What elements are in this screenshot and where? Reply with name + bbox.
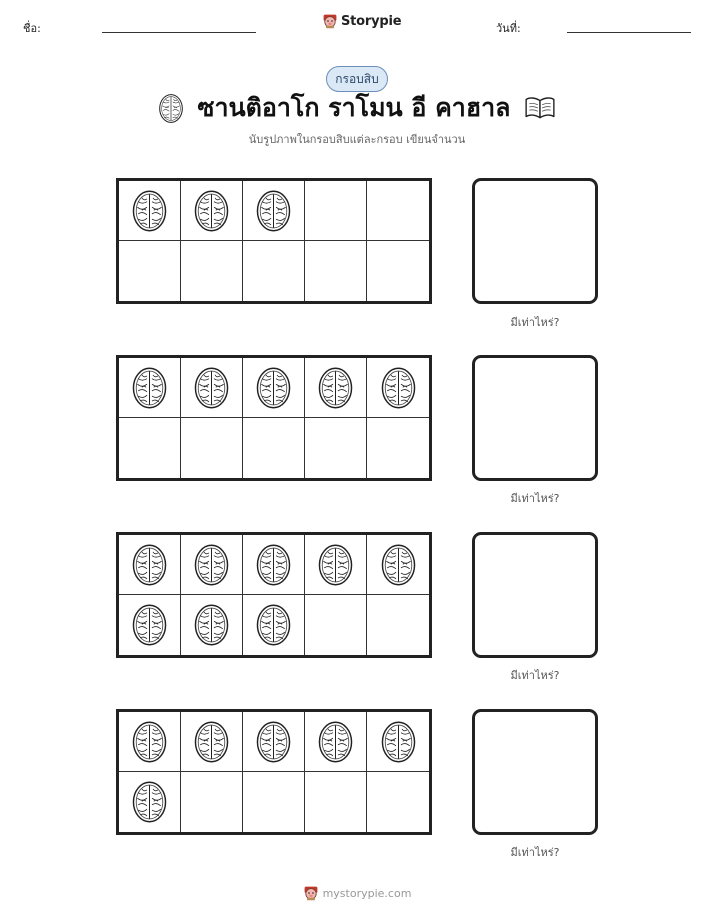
answer-box-1[interactable]: [472, 178, 598, 304]
frame-cell: [367, 535, 429, 595]
frame-cell: [181, 535, 243, 595]
frame-cell: [181, 418, 243, 478]
answer-box-3[interactable]: [472, 532, 598, 658]
brain-icon: [255, 603, 292, 647]
frame-cell: [181, 772, 243, 832]
question-label-1: มีเท่าไหร่?: [510, 316, 560, 329]
frame-cell: [243, 358, 305, 418]
brain-icon: [131, 366, 168, 410]
frame-cell: [181, 241, 243, 301]
frame-cell: [367, 358, 429, 418]
frame-cell: [119, 535, 181, 595]
frame-cell: [181, 712, 243, 772]
frame-cell: [119, 181, 181, 241]
instructions: นับรูปภาพในกรอบสิบแต่ละกรอบ เขียนจำนวน: [248, 133, 466, 146]
name-label: ชื่อ:: [23, 22, 41, 35]
ten-frame-4: [116, 709, 432, 835]
brain-icon: [255, 543, 292, 587]
brain-icon: [131, 780, 168, 824]
question-label-3: มีเท่าไหร่?: [510, 669, 560, 682]
brand-logo: [322, 13, 401, 29]
brain-icon: [380, 720, 417, 764]
storypie-mascot-icon: [322, 13, 338, 29]
frame-cell: [181, 181, 243, 241]
frame-cell: [367, 772, 429, 832]
brain-icon: [255, 366, 292, 410]
brain-icon: [380, 366, 417, 410]
title-row: [0, 88, 714, 128]
frame-cell: [243, 241, 305, 301]
frame-cell: [305, 535, 367, 595]
frame-cell: [305, 772, 367, 832]
frame-cell: [181, 358, 243, 418]
frame-cell: [119, 772, 181, 832]
brain-icon: [193, 189, 230, 233]
brain-icon: [131, 543, 168, 587]
footer: [0, 885, 714, 901]
brand-name: Storypie: [341, 13, 402, 29]
brain-icon: [380, 543, 417, 587]
question-label-4: มีเท่าไหร่?: [510, 846, 560, 859]
brain-icon: [255, 720, 292, 764]
frame-cell: [367, 181, 429, 241]
frame-cell: [119, 712, 181, 772]
name-field[interactable]: [102, 32, 256, 33]
frame-cell: [243, 535, 305, 595]
frame-cell: [305, 712, 367, 772]
frame-cell: [305, 358, 367, 418]
frame-cell: [181, 595, 243, 655]
frame-cell: [243, 772, 305, 832]
frame-cell: [119, 358, 181, 418]
category-badge: กรอบสิบ: [326, 66, 388, 92]
brain-icon: [317, 720, 354, 764]
frame-cell: [305, 181, 367, 241]
brain-icon: [131, 189, 168, 233]
brain-icon: [193, 543, 230, 587]
brain-icon: [193, 720, 230, 764]
brain-icon: [317, 366, 354, 410]
ten-frame-3: [116, 532, 432, 658]
frame-cell: [119, 418, 181, 478]
frame-cell: [243, 595, 305, 655]
brain-icon: [193, 603, 230, 647]
frame-cell: [243, 712, 305, 772]
answer-box-4[interactable]: [472, 709, 598, 835]
date-field[interactable]: [567, 32, 691, 33]
frame-cell: [243, 181, 305, 241]
open-book-icon: [524, 95, 556, 121]
frame-cell: [119, 595, 181, 655]
storypie-mascot-icon: [303, 885, 319, 901]
footer-url[interactable]: mystorypie.com: [322, 886, 412, 900]
frame-cell: [367, 241, 429, 301]
brain-icon: [193, 366, 230, 410]
frame-cell: [243, 418, 305, 478]
frame-cell: [305, 418, 367, 478]
question-label-2: มีเท่าไหร่?: [510, 492, 560, 505]
brain-icon: [131, 603, 168, 647]
date-label: วันที่:: [496, 22, 521, 35]
brain-icon: [255, 189, 292, 233]
page-title: ซานติอาโก ราโมน อี คาฮาล: [197, 93, 511, 122]
brain-icon: [317, 543, 354, 587]
frame-cell: [367, 712, 429, 772]
brain-icon: [131, 720, 168, 764]
frame-cell: [367, 418, 429, 478]
ten-frame-2: [116, 355, 432, 481]
answer-box-2[interactable]: [472, 355, 598, 481]
brain-icon: [158, 93, 184, 124]
frame-cell: [305, 595, 367, 655]
frame-cell: [119, 241, 181, 301]
frame-cell: [305, 241, 367, 301]
frame-cell: [367, 595, 429, 655]
ten-frame-1: [116, 178, 432, 304]
